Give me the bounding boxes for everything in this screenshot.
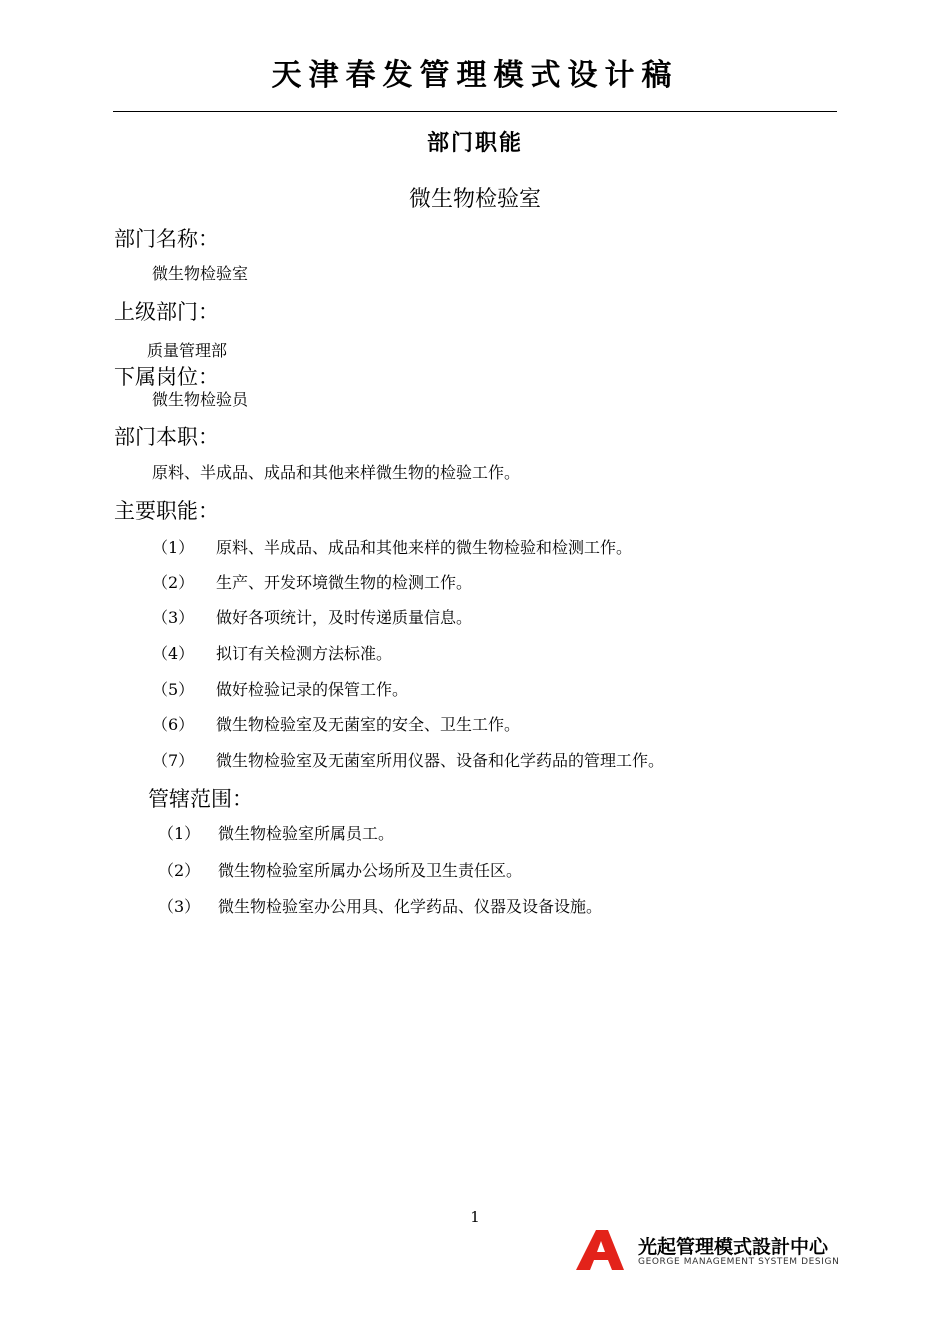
department-duty-label: 部门本职： bbox=[114, 425, 219, 449]
item-text: 微生物检验室所属员工。 bbox=[218, 824, 395, 843]
main-functions-label: 主要职能： bbox=[114, 499, 219, 523]
header-divider bbox=[113, 111, 837, 112]
item-text: 微生物检验室及无菌室所用仪器、设备和化学药品的管理工作。 bbox=[216, 751, 665, 770]
item-text: 做好各项统计，及时传递质量信息。 bbox=[216, 608, 473, 627]
item-text: 微生物检验室及无菌室的安全、卫生工作。 bbox=[216, 715, 521, 734]
item-number: （5） bbox=[152, 680, 195, 699]
department-duty-value: 原料、半成品、成品和其他来样微生物的检验工作。 bbox=[152, 463, 521, 482]
item-number: （2） bbox=[152, 573, 195, 592]
subordinate-positions-label: 下属岗位： bbox=[114, 365, 219, 389]
document-header-title: 天津春发管理模式设计稿 bbox=[271, 58, 679, 93]
item-number: （7） bbox=[152, 751, 195, 770]
parent-department-label: 上级部门： bbox=[114, 300, 219, 324]
item-number: （1） bbox=[152, 538, 195, 557]
item-number: （3） bbox=[152, 608, 195, 627]
section-title: 部门职能 bbox=[426, 131, 523, 156]
item-text: 原料、半成品、成品和其他来样的微生物检验和检测工作。 bbox=[216, 538, 633, 557]
item-number: （6） bbox=[152, 715, 195, 734]
logo-text-chinese: 光起管理模式設計中心 bbox=[638, 1236, 829, 1258]
jurisdiction-label: 管辖范围： bbox=[148, 787, 253, 811]
page-number: 1 bbox=[470, 1208, 480, 1226]
subordinate-positions-value: 微生物检验员 bbox=[152, 390, 249, 409]
item-number: （1） bbox=[158, 824, 201, 843]
item-text: 做好检验记录的保管工作。 bbox=[216, 680, 409, 699]
company-logo bbox=[574, 1226, 838, 1274]
item-number: （2） bbox=[158, 861, 201, 880]
item-number: （3） bbox=[158, 897, 201, 916]
logo-text-english: GEORGE MANAGEMENT SYSTEM DESIGN bbox=[638, 1257, 840, 1267]
department-name-label: 部门名称： bbox=[114, 227, 219, 251]
logo-a-icon bbox=[574, 1228, 634, 1272]
item-text: 拟订有关检测方法标准。 bbox=[216, 644, 393, 663]
department-name-value: 微生物检验室 bbox=[152, 264, 249, 283]
item-number: （4） bbox=[152, 644, 195, 663]
item-text: 生产、开发环境微生物的检测工作。 bbox=[216, 573, 473, 592]
parent-department-value: 质量管理部 bbox=[147, 341, 228, 360]
department-title: 微生物检验室 bbox=[408, 187, 541, 212]
item-text: 微生物检验室办公用具、化学药品、仪器及设备设施。 bbox=[218, 897, 603, 916]
item-text: 微生物检验室所属办公场所及卫生责任区。 bbox=[218, 861, 523, 880]
